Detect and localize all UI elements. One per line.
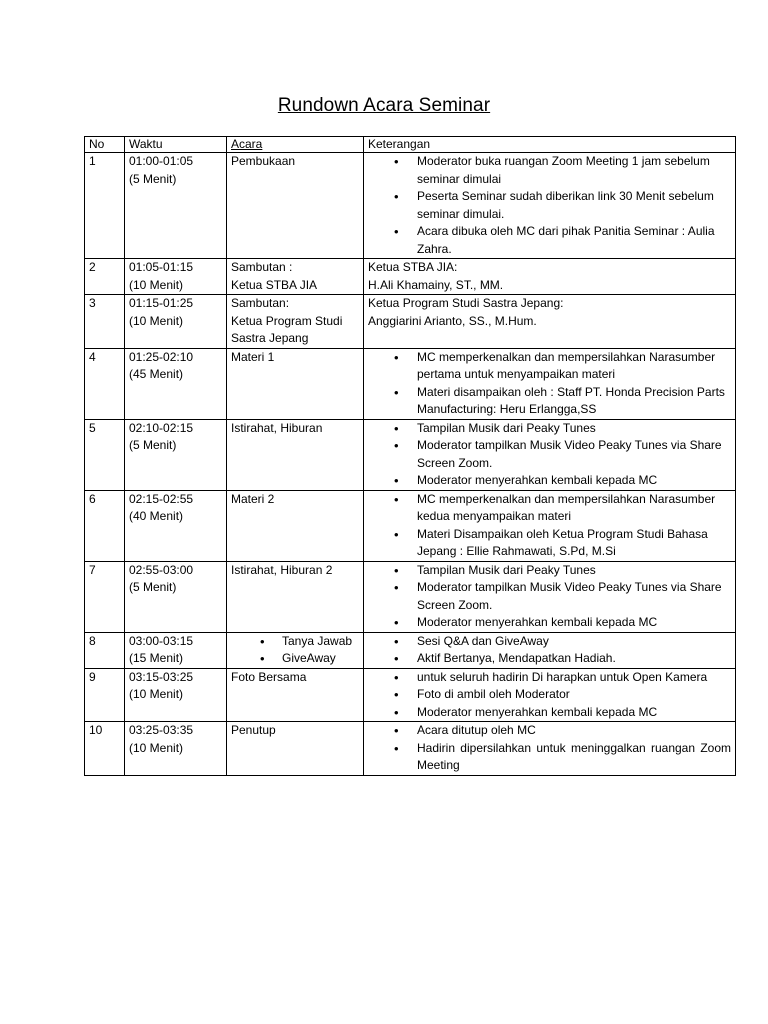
row-no: 2: [85, 259, 125, 295]
acara-item: • GiveAway: [231, 650, 359, 668]
row-keterangan: [364, 490, 736, 561]
row-no: 7: [85, 561, 125, 632]
row-waktu: [125, 419, 227, 490]
row-duration: (10 Menit): [129, 313, 184, 328]
keterangan-line: Ketua STBA JIA:: [368, 260, 458, 274]
row-no: 8: [85, 632, 125, 668]
keterangan-line: Anggiarini Arianto, SS., M.Hum.: [368, 313, 537, 328]
keterangan-item: • Tampilan Musik dari Peaky Tunes: [368, 562, 731, 580]
row-acara: [227, 259, 364, 295]
keterangan-item: • Moderator tampilkan Musik Video Peaky Tunes via Share Screen Zoom.: [368, 437, 731, 472]
acara-line: Ketua Program Studi: [231, 313, 343, 328]
table-header-row: [85, 137, 736, 153]
row-time: 03:25-03:35: [129, 723, 194, 737]
acara-line: Sambutan:: [231, 296, 290, 310]
keterangan-item: • Hadirin dipersilahkan untuk meninggalkan ruangan Zoom Meeting: [368, 740, 731, 775]
keterangan-item: • Tampilan Musik dari Peaky Tunes: [368, 420, 731, 438]
row-duration: (45 Menit): [129, 367, 184, 381]
row-duration: (10 Menit): [129, 740, 184, 755]
row-keterangan: [364, 561, 736, 632]
keterangan-item: • Peserta Seminar sudah diberikan link 30 Menit sebelum seminar dimulai.: [368, 188, 731, 223]
acara-line: Ketua STBA JIA: [231, 277, 318, 292]
row-waktu: [125, 295, 227, 349]
row-no: 6: [85, 490, 125, 561]
row-duration: (5 Menit): [129, 171, 177, 186]
row-keterangan: [364, 419, 736, 490]
row-acara: Pembukaan: [227, 153, 364, 259]
row-no: 10: [85, 722, 125, 776]
row-acara: Istirahat, Hiburan: [227, 419, 364, 490]
rundown-table: [84, 136, 736, 776]
header-no: No: [85, 137, 125, 153]
row-acara: Materi 2: [227, 490, 364, 561]
row-acara: Materi 1: [227, 348, 364, 419]
acara-item: • Tanya Jawab: [231, 633, 359, 651]
row-keterangan: [364, 259, 736, 295]
row-keterangan: [364, 295, 736, 349]
table-row: [85, 668, 736, 722]
table-row: [85, 295, 736, 349]
row-keterangan: [364, 668, 736, 722]
row-waktu: [125, 561, 227, 632]
row-time: 01:25-02:10: [129, 349, 194, 364]
row-time: 02:15-02:55: [129, 491, 194, 506]
header-acara: [227, 137, 364, 153]
keterangan-line: Ketua Program Studi Sastra Jepang:: [368, 296, 564, 310]
row-duration: (10 Menit): [129, 277, 184, 292]
table-row: [85, 419, 736, 490]
header-waktu: Waktu: [125, 137, 227, 153]
keterangan-item: • Acara dibuka oleh MC dari pihak Panitia Seminar : Aulia Zahra.: [368, 223, 731, 258]
keterangan-item: • Moderator buka ruangan Zoom Meeting 1 jam sebelum seminar dimulai: [368, 153, 731, 188]
row-acara: Penutup: [227, 722, 364, 776]
keterangan-item: • Moderator tampilkan Musik Video Peaky Tunes via Share Screen Zoom.: [368, 579, 731, 614]
row-keterangan: [364, 722, 736, 776]
acara-line: Sambutan :: [231, 260, 293, 274]
row-duration: (15 Menit): [129, 651, 184, 665]
row-duration: (5 Menit): [129, 580, 177, 594]
keterangan-item: • MC memperkenalkan dan mempersilahkan Narasumber pertama untuk menyampaikan materi: [368, 349, 731, 384]
row-no: 5: [85, 419, 125, 490]
acara-line: Sastra Jepang: [231, 331, 309, 345]
row-duration: (10 Menit): [129, 687, 184, 701]
keterangan-item: • untuk seluruh hadirin Di harapkan untuk Open Kamera: [368, 669, 731, 687]
row-duration: (5 Menit): [129, 438, 177, 452]
keterangan-item: • Moderator menyerahkan kembali kepada MC: [368, 704, 731, 722]
row-duration: (40 Menit): [129, 509, 184, 523]
row-time: 01:00-01:05: [129, 154, 194, 168]
row-time: 03:15-03:25: [129, 669, 194, 684]
row-time: 01:05-01:15: [129, 260, 194, 274]
row-acara: [227, 632, 364, 668]
row-waktu: [125, 490, 227, 561]
keterangan-item: • Aktif Bertanya, Mendapatkan Hadiah.: [368, 650, 731, 668]
document-title: Rundown Acara Seminar: [277, 95, 491, 116]
table-row: [85, 490, 736, 561]
row-no: 3: [85, 295, 125, 349]
row-waktu: [125, 153, 227, 259]
row-waktu: [125, 259, 227, 295]
table-row: [85, 153, 736, 259]
keterangan-item: • Sesi Q&A dan GiveAway: [368, 633, 731, 651]
row-waktu: [125, 632, 227, 668]
row-keterangan: [364, 153, 736, 259]
keterangan-item: • Materi Disampaikan oleh Ketua Program Studi Bahasa Jepang : Ellie Rahmawati, S.Pd, M.Si: [368, 526, 731, 561]
keterangan-item: • Acara ditutup oleh MC: [368, 722, 731, 740]
header-keterangan: Keterangan: [364, 137, 736, 153]
keterangan-item: • Materi disampaikan oleh : Staff PT. Honda Precision Parts Manufacturing: Heru Erlangga,SS: [368, 384, 731, 419]
row-acara: Istirahat, Hiburan 2: [227, 561, 364, 632]
row-time: 03:00-03:15: [129, 633, 194, 648]
row-waktu: [125, 722, 227, 776]
row-acara: Foto Bersama: [227, 668, 364, 722]
keterangan-item: • Moderator menyerahkan kembali kepada MC: [368, 472, 731, 490]
row-time: 02:55-03:00: [129, 562, 194, 577]
keterangan-item: • MC memperkenalkan dan mempersilahkan Narasumber kedua menyampaikan materi: [368, 491, 731, 526]
table-row: [85, 561, 736, 632]
row-waktu: [125, 348, 227, 419]
row-time: 01:15-01:25: [129, 296, 194, 310]
table-row: [85, 259, 736, 295]
keterangan-item: • Foto di ambil oleh Moderator: [368, 686, 731, 704]
header-acara-label: Acara: [231, 137, 263, 151]
row-no: 9: [85, 668, 125, 722]
row-no: 1: [85, 153, 125, 259]
table-row: [85, 722, 736, 776]
keterangan-line: H.Ali Khamainy, ST., MM.: [368, 277, 504, 292]
row-waktu: [125, 668, 227, 722]
row-acara: [227, 295, 364, 349]
row-keterangan: [364, 348, 736, 419]
table-row: [85, 632, 736, 668]
row-no: 4: [85, 348, 125, 419]
row-keterangan: [364, 632, 736, 668]
table-row: [85, 348, 736, 419]
keterangan-item: • Moderator menyerahkan kembali kepada MC: [368, 614, 731, 632]
row-time: 02:10-02:15: [129, 420, 194, 435]
